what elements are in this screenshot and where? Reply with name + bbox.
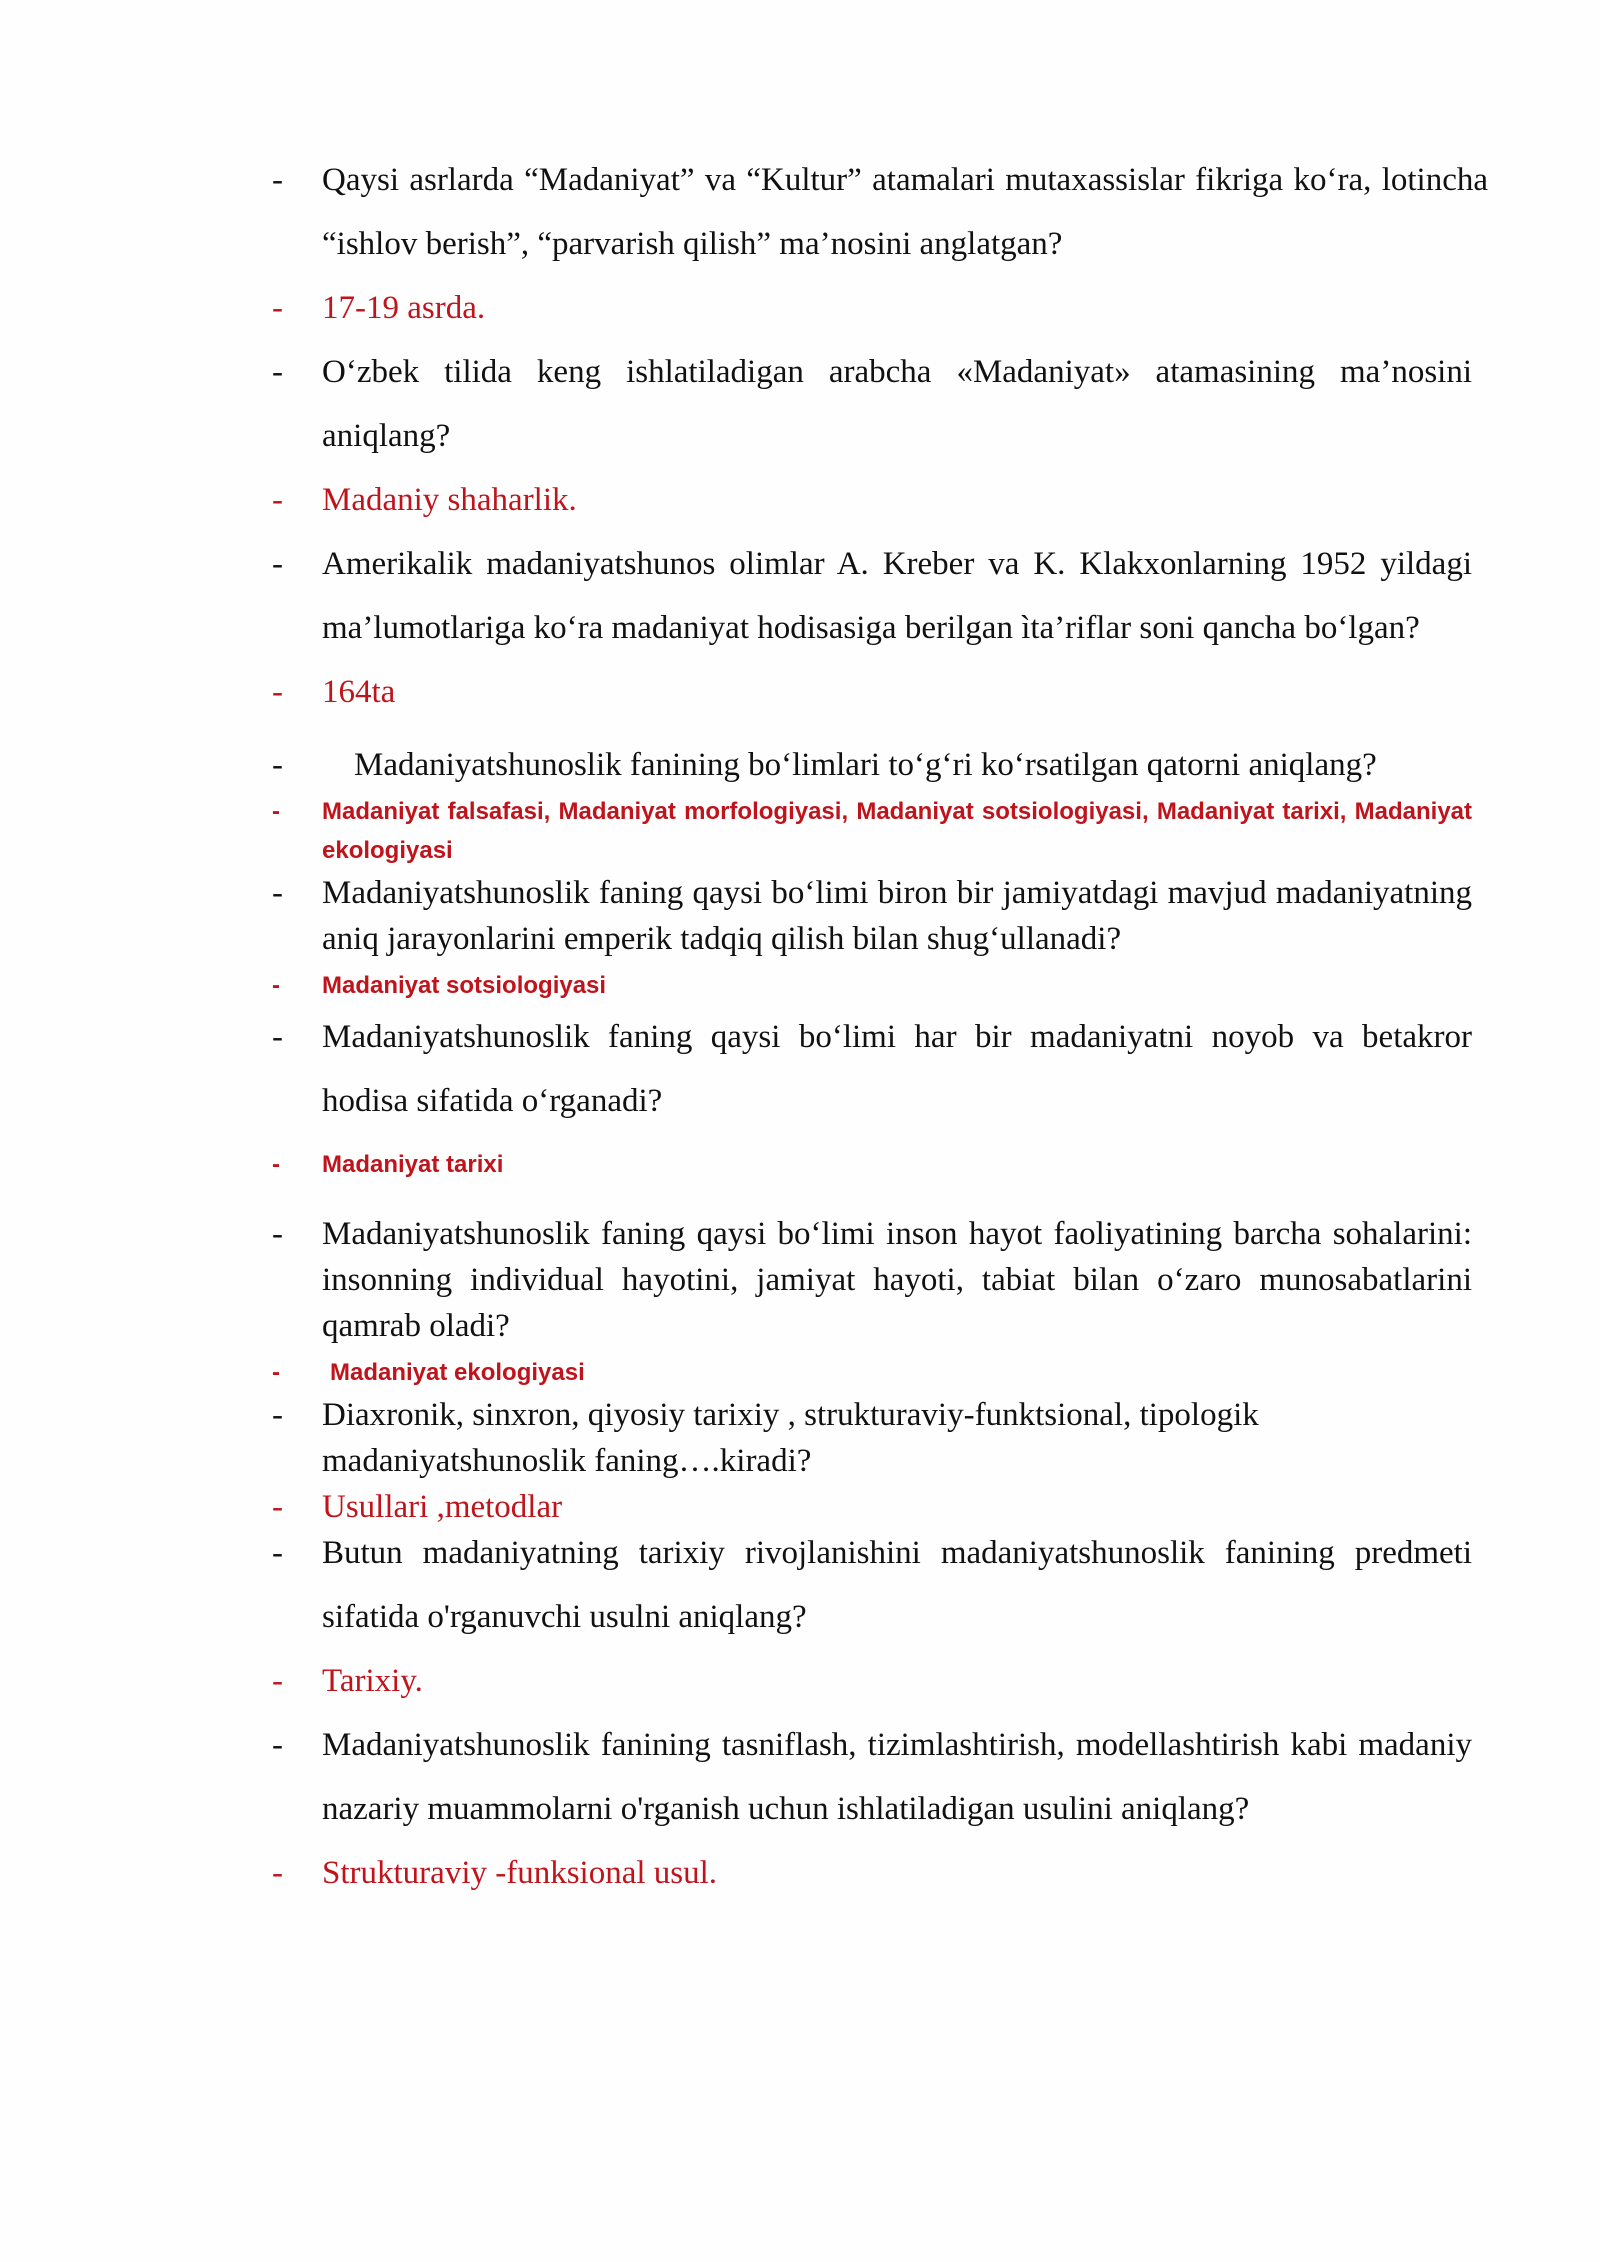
qa-list	[272, 148, 1488, 1905]
question-6	[272, 1005, 1472, 1133]
list-dash: -	[272, 162, 283, 198]
answer-text: Madaniyat sotsiologiyasi	[322, 972, 607, 999]
answer-1	[272, 276, 1472, 340]
question-text: Madaniyatshunoslik fanining bo‘limlari to‘g‘ri ko‘rsatilgan qatorni aniqlang?	[354, 747, 1377, 783]
answer-text: Tarixiy.	[322, 1663, 423, 1699]
list-dash: -	[272, 1151, 280, 1178]
answer-text: Madaniy shaharlik.	[322, 482, 577, 518]
list-dash: -	[272, 1397, 283, 1433]
list-dash: -	[272, 798, 280, 825]
list-dash: -	[272, 972, 280, 999]
list-dash: -	[272, 747, 283, 783]
list-dash: -	[272, 1359, 280, 1386]
list-dash: -	[272, 482, 283, 518]
question-8	[272, 1392, 1472, 1484]
question-1	[272, 148, 1488, 276]
question-text: Diaxronik, sinxron, qiyosiy tarixiy , strukturaviy-funktsional, tipologik madaniyatshunoslik faning….kiradi?	[322, 1397, 1259, 1479]
question-5	[272, 870, 1472, 962]
question-text: Qaysi asrlarda “Madaniyat” va “Kultur” atamalari mutaxassislar fikriga ko‘ra, lotincha “ishlov berish”, “parvarish qilish” ma’nosini anglatgan?	[322, 162, 1488, 262]
list-dash: -	[272, 875, 283, 911]
list-dash: -	[272, 354, 283, 390]
answer-9	[272, 1649, 1472, 1713]
list-dash: -	[272, 1216, 283, 1252]
answer-2	[272, 468, 1472, 532]
answer-text: 164ta	[322, 674, 396, 710]
question-3	[272, 532, 1472, 660]
answer-7	[272, 1353, 1472, 1392]
question-2	[272, 340, 1472, 468]
question-text: Butun madaniyatning tarixiy rivojlanishini madaniyatshunoslik fanining predmeti sifatida o'rganuvchi usulni aniqlang?	[322, 1535, 1472, 1635]
answer-10	[272, 1841, 1472, 1905]
question-10	[272, 1713, 1472, 1841]
list-dash: -	[272, 1489, 283, 1525]
answer-4	[272, 792, 1472, 870]
list-dash: -	[272, 1019, 283, 1055]
answer-3	[272, 660, 1472, 724]
list-dash: -	[272, 674, 283, 710]
answer-text: 17-19 asrda.	[322, 290, 486, 326]
list-dash: -	[272, 1663, 283, 1699]
list-dash: -	[272, 546, 283, 582]
question-text: Madaniyatshunoslik faning qaysi bo‘limi inson hayot faoliyatining barcha sohalarini: insonning individual hayotini, jamiyat hayoti, tabiat bilan o‘zaro munosabatlarini qamrab oladi?	[322, 1216, 1472, 1344]
question-text: Madaniyatshunoslik fanining tasniflash, tizimlashtirish, modellashtirish kabi madaniy nazariy muammolarni o'rganish uchun ishlatiladigan usulini aniqlang?	[322, 1727, 1472, 1827]
list-dash: -	[272, 1855, 283, 1891]
question-4	[272, 742, 1472, 788]
answer-text: Usullari ,metodlar	[322, 1489, 563, 1525]
question-7	[272, 1211, 1472, 1349]
list-dash: -	[272, 1535, 283, 1571]
answer-text: Strukturaviy -funksional usul.	[322, 1855, 718, 1891]
question-9	[272, 1521, 1472, 1649]
answer-6	[272, 1133, 1472, 1197]
answer-text: Madaniyat tarixi	[322, 1151, 504, 1178]
answer-text: Madaniyat falsafasi, Madaniyat morfologiyasi, Madaniyat sotsiologiyasi, Madaniyat tarixi, Madaniyat ekologiyasi	[322, 798, 1472, 864]
question-text: Amerikalik madaniyatshunos olimlar A. Kreber va K. Klakxonlarning 1952 yildagi ma’lumotlariga ko‘ra madaniyat hodisasiga berilgan ìta’riflar soni qancha bo‘lgan?	[322, 546, 1472, 646]
question-text: Madaniyatshunoslik faning qaysi bo‘limi biron bir jamiyatdagi mavjud madaniyatning aniq jarayonlarini emperik tadqiq qilish bilan shug‘ullanadi?	[322, 875, 1472, 957]
list-dash: -	[272, 1727, 283, 1763]
answer-text: Madaniyat ekologiyasi	[330, 1359, 585, 1386]
answer-5	[272, 966, 1472, 1005]
question-text: O‘zbek tilida keng ishlatiladigan arabcha «Madaniyat» atamasining ma’nosini aniqlang?	[322, 354, 1472, 454]
list-dash: -	[272, 290, 283, 326]
question-text: Madaniyatshunoslik faning qaysi bo‘limi har bir madaniyatni noyob va betakror hodisa sifatida o‘rganadi?	[322, 1019, 1472, 1119]
